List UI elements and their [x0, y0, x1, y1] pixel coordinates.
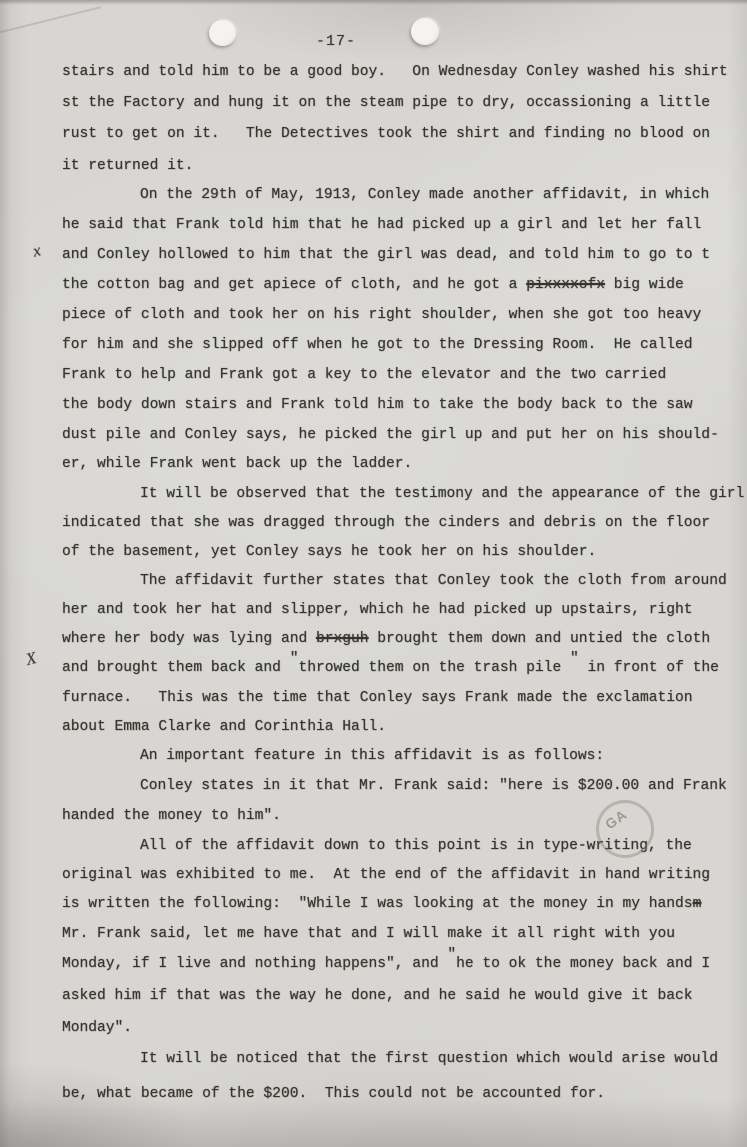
text-line: [62, 64, 728, 80]
text-line: [62, 158, 193, 174]
text-segment: of the basement, yet Conley says he took her on his shoulder.: [62, 544, 597, 560]
text-segment: The affidavit further states that Conley took the cloth from around: [140, 573, 727, 589]
text-line: [62, 631, 710, 647]
text-segment: indicated that she was dragged through the cinders and debris on the floor: [62, 515, 711, 531]
struck-text: brxguh: [315, 631, 369, 647]
text-line: [62, 397, 693, 413]
text-segment: and Conley hollowed to him that the girl was dead, and told him to go to t: [62, 247, 711, 263]
text-segment: original was exhibited to me. At the end of the affidavit in hand writing: [62, 867, 711, 883]
text-line: [62, 602, 693, 618]
inserted-quote: ": [447, 947, 457, 963]
text-segment: Monday, if I live and nothing happens", and: [62, 956, 448, 972]
text-line: [62, 988, 693, 1004]
text-line: [62, 926, 675, 942]
text-line: [140, 573, 727, 589]
text-segment: Conley states in it that Mr. Frank said: "here is $200.00 and Frank: [140, 778, 727, 794]
text-line: [140, 1051, 718, 1067]
text-line: [62, 1086, 605, 1102]
text-segment: handed the money to him".: [62, 808, 281, 824]
text-segment: throwed them on the trash pile: [298, 660, 570, 676]
text-line: [62, 217, 701, 233]
ga-stamp-text: GA: [602, 806, 631, 833]
text-line: [62, 337, 693, 353]
inserted-quote: ": [289, 651, 299, 667]
text-segment: big wide: [605, 277, 684, 293]
text-line: [140, 778, 727, 794]
text-segment: he to ok the money back and I: [456, 956, 711, 972]
text-segment: An important feature in this affidavit is as follows:: [140, 748, 605, 764]
text-line: [62, 247, 710, 263]
text-line: [62, 690, 693, 706]
text-line: [62, 367, 666, 383]
text-line: [62, 947, 711, 972]
text-line: [62, 808, 281, 824]
text-segment: stairs and told him to be a good boy. On Wednesday Conley washed his shirt: [62, 64, 728, 80]
text-segment: rust to get on it. The Detectives took the shirt and finding no blood on: [62, 126, 711, 142]
text-line: [140, 187, 709, 203]
text-segment: and brought them back and: [62, 660, 290, 676]
page-number: -17-: [316, 33, 357, 50]
text-line: [62, 95, 710, 111]
text-segment: in front of the: [578, 660, 719, 676]
text-segment: the cotton bag and get apiece of cloth, and he got a: [62, 277, 527, 293]
text-segment: On the 29th of May, 1913, Conley made another affidavit, in which: [140, 187, 710, 203]
text-line: [140, 486, 744, 502]
text-segment: be, what became of the $200. This could not be accounted for.: [62, 1086, 605, 1102]
text-line: [62, 515, 710, 531]
text-segment: All of the affidavit down to this point is in type-writing, the: [140, 838, 692, 854]
text-segment: It will be noticed that the first question which would arise would: [140, 1051, 719, 1067]
text-segment: the body down stairs and Frank told him to take the body back to the saw: [62, 397, 693, 413]
text-line: [62, 126, 710, 142]
text-segment: he said that Frank told him that he had picked up a girl and let her fall: [62, 217, 702, 233]
text-segment: for him and she slipped off when he got to the Dressing Room. He called: [62, 337, 693, 353]
text-segment: where her body was lying and: [62, 631, 316, 647]
text-line: [140, 748, 604, 764]
text-segment: Monday".: [62, 1020, 133, 1036]
text-segment: furnace. This was the time that Conley says Frank made the exclamation: [62, 690, 693, 706]
text-line: [62, 307, 701, 323]
text-segment: brought them down and untied the cloth: [368, 631, 711, 647]
text-line: [62, 867, 710, 883]
struck-text: m: [692, 896, 702, 912]
text-segment: er, while Frank went back up the ladder.: [62, 456, 413, 472]
text-segment: Mr. Frank said, let me have that and I will make it all right with you: [62, 926, 676, 942]
text-line: [62, 456, 412, 472]
text-line: [62, 544, 596, 560]
margin-mark: X: [23, 648, 39, 669]
text-segment: asked him if that was the way he done, and he said he would give it back: [62, 988, 693, 1004]
text-segment: st the Factory and hung it on the steam pipe to dry, occassioning a little: [62, 95, 711, 111]
text-segment: it returned it.: [62, 158, 194, 174]
text-segment: It will be observed that the testimony and the appearance of the girl: [140, 486, 745, 502]
struck-text: pixxxxofx: [526, 277, 605, 293]
text-line: [62, 651, 719, 676]
text-segment: dust pile and Conley says, he picked the girl up and put her on his should-: [62, 427, 719, 443]
text-segment: piece of cloth and took her on his right shoulder, when she got too heavy: [62, 307, 702, 323]
inserted-quote: ": [569, 651, 579, 667]
margin-mark: x: [30, 240, 43, 261]
text-line: [62, 277, 684, 293]
text-segment: about Emma Clarke and Corinthia Hall.: [62, 719, 387, 735]
text-segment: her and took her hat and slipper, which he had picked up upstairs, right: [62, 602, 693, 618]
text-line: [62, 719, 386, 735]
text-segment: is written the following: "While I was looking at the money in my hands: [62, 896, 693, 912]
text-line: [62, 1020, 132, 1036]
text-line: [62, 427, 719, 443]
text-segment: Frank to help and Frank got a key to the elevator and the two carried: [62, 367, 667, 383]
text-line: [62, 896, 701, 912]
